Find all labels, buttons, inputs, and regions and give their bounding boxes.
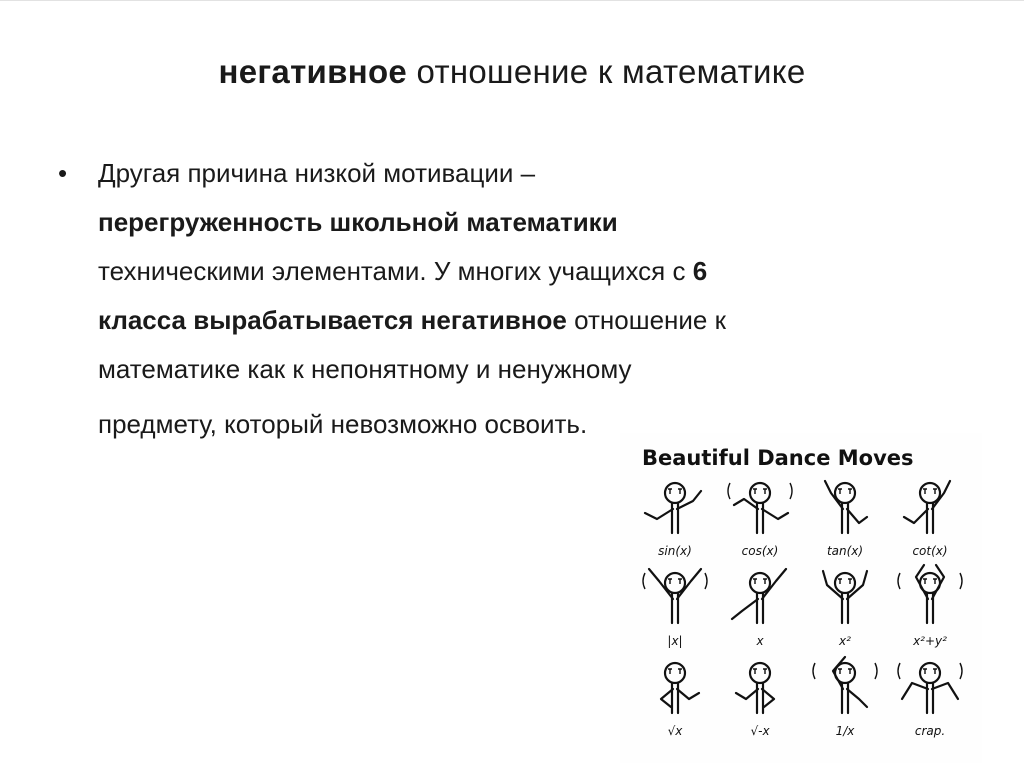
figure-head bbox=[665, 573, 685, 593]
figure-caption: cos(x) bbox=[741, 544, 779, 558]
slide-title bbox=[0, 53, 1024, 91]
stick-figure bbox=[825, 481, 867, 558]
figure-arms-group bbox=[823, 571, 867, 599]
text-line-4-bold: класса вырабатывается негативное bbox=[98, 305, 567, 335]
stick-figure bbox=[736, 663, 774, 738]
text-line-6: предмету, который невозможно освоить. bbox=[98, 409, 588, 439]
figure-caption: x bbox=[756, 634, 764, 648]
text-line-5: математике как к непонятному и ненужному bbox=[98, 354, 632, 384]
figure-caption: sin(x) bbox=[658, 544, 692, 558]
stick-figure bbox=[732, 569, 786, 648]
figure-eyes bbox=[838, 579, 852, 584]
figure-eyes bbox=[923, 489, 937, 494]
figure-head bbox=[750, 663, 770, 683]
text-line-4-normal: отношение к bbox=[566, 305, 726, 335]
stick-figure bbox=[645, 483, 701, 558]
figure-caption: x² bbox=[839, 634, 851, 648]
title-bold-part: негативное bbox=[218, 53, 408, 90]
text-line-4 bbox=[98, 296, 858, 345]
motion-marks bbox=[898, 573, 962, 589]
figure-eyes bbox=[838, 669, 852, 674]
figure-head bbox=[920, 663, 940, 683]
figure-body bbox=[757, 503, 763, 533]
figure-eyes bbox=[668, 489, 682, 494]
stick-figure bbox=[813, 657, 877, 738]
figure-eyes bbox=[923, 579, 937, 584]
figure-caption: crap. bbox=[914, 724, 946, 738]
figure-body bbox=[757, 683, 763, 713]
figure-eyes bbox=[668, 579, 682, 584]
stick-figure bbox=[823, 571, 867, 648]
text-line-3-bold: 6 bbox=[692, 256, 708, 286]
motion-marks bbox=[643, 573, 707, 589]
stick-figure bbox=[728, 483, 792, 558]
illustration-title: Beautiful Dance Moves bbox=[642, 446, 914, 470]
title-normal-part: отношение к математике bbox=[407, 53, 806, 90]
slide-body bbox=[58, 149, 858, 449]
figure-head bbox=[920, 483, 940, 503]
text-line-2-bold: перегруженность школьной математики bbox=[98, 207, 618, 237]
figure-eyes bbox=[753, 579, 767, 584]
figure-caption: cot(x) bbox=[912, 544, 948, 558]
figure-eyes bbox=[753, 669, 767, 674]
figure-arms bbox=[736, 689, 774, 707]
figure-caption: √-x bbox=[750, 724, 770, 738]
figure-eyes bbox=[838, 489, 852, 494]
figure-caption: x²+y² bbox=[913, 634, 947, 648]
stick-figure bbox=[898, 565, 962, 648]
figure-arms bbox=[823, 571, 867, 599]
figure-arms-group bbox=[902, 683, 958, 699]
figure-head bbox=[665, 663, 685, 683]
motion-marks bbox=[728, 483, 792, 499]
figure-arms bbox=[902, 683, 958, 699]
figure-eyes bbox=[923, 669, 937, 674]
stick-figure bbox=[898, 663, 962, 738]
text-line-3 bbox=[98, 247, 858, 296]
figure-body bbox=[927, 683, 933, 713]
figure-eyes bbox=[668, 669, 682, 674]
stick-figure bbox=[643, 569, 707, 648]
figure-caption: |x| bbox=[667, 634, 683, 648]
figure-arms bbox=[661, 689, 699, 707]
stick-figure bbox=[661, 663, 699, 738]
bullet-paragraph bbox=[98, 149, 858, 449]
dance-moves-illustration bbox=[620, 433, 982, 763]
figure-head bbox=[835, 483, 855, 503]
figure-arms-group bbox=[661, 689, 699, 707]
figure-head bbox=[750, 483, 770, 503]
bullet-marker: • bbox=[58, 158, 68, 188]
text-line-1: Другая причина низкой мотивации – bbox=[98, 158, 536, 188]
figure-caption: 1/x bbox=[835, 724, 855, 738]
figure-body bbox=[672, 503, 678, 533]
figure-eyes bbox=[753, 489, 767, 494]
figure-head bbox=[835, 573, 855, 593]
stick-figure bbox=[904, 481, 950, 558]
figure-arms-group bbox=[736, 689, 774, 707]
figure-body bbox=[672, 683, 678, 713]
text-line-3-normal: техническими элементами. У многих учащихся с bbox=[98, 256, 693, 286]
figure-caption: tan(x) bbox=[826, 544, 864, 558]
motion-marks bbox=[898, 663, 962, 679]
figure-head bbox=[750, 573, 770, 593]
dance-moves-svg bbox=[620, 433, 982, 763]
figure-caption: √x bbox=[667, 724, 683, 738]
figure-head bbox=[665, 483, 685, 503]
motion-marks bbox=[813, 663, 877, 679]
